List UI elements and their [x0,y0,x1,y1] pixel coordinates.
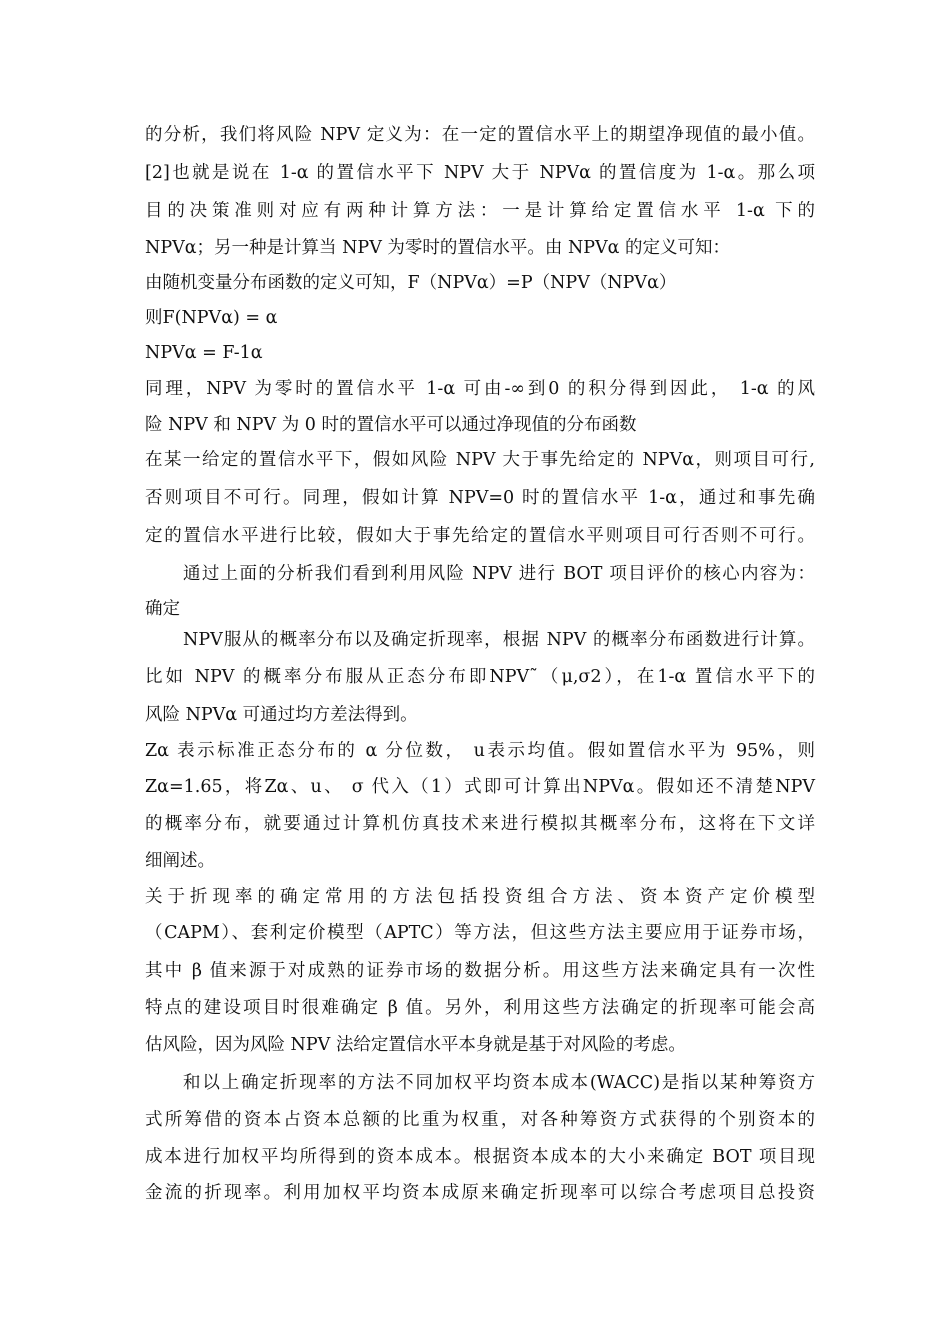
text-line: 成本进行加权平均所得到的资本成本。根据资本成本的大小来确定 BOT 项目现 [145,1147,815,1167]
text-line: 风险 NPVα 可通过均方差法得到。 [145,705,418,725]
text-line: 则F(NPVα) = α [145,308,278,328]
text-line: 比如 NPV 的概率分布服从正态分布即NPV˜（μ,σ2），在1-α 置信水平下的 [145,667,815,687]
text-line: 定的置信水平进行比较，假如大于事先给定的置信水平则项目可行否则不可行。 [145,526,815,546]
text-line: 否则项目不可行。同理，假如计算 NPV=0 时的置信水平 1-α，通过和事先确 [145,488,815,508]
text-line: 金流的折现率。利用加权平均资本成原来确定折现率可以综合考虑项目总投资 [145,1183,815,1203]
text-line: 式所筹借的资本占资本总额的比重为权重，对各种筹资方式获得的个别资本的 [145,1110,815,1130]
text-line: NPVα = F-1α [145,343,263,363]
text-line: 估风险，因为风险 NPV 法给定置信水平本身就是基于对风险的考虑。 [145,1035,686,1055]
text-line: 的概率分布，就要通过计算机仿真技术来进行模拟其概率分布，这将在下文详 [145,814,815,834]
text-line: 通过上面的分析我们看到利用风险 NPV 进行 BOT 项目评价的核心内容为： [183,564,815,584]
text-line: NPV服从的概率分布以及确定折现率，根据 NPV 的概率分布函数进行计算。 [183,630,815,650]
text-line: 细阐述。 [145,851,215,871]
text-line: 确定 [145,599,180,619]
text-line: Zα=1.65，将Zα、u、 σ 代入（1）式即可计算出NPVα。假如还不清楚NPV [145,777,815,797]
text-line: 的分析，我们将风险 NPV 定义为：在一定的置信水平上的期望净现值的最小值。 [145,125,815,145]
text-line: 其中 β 值来源于对成熟的证券市场的数据分析。用这些方法来确定具有一次性 [145,961,815,981]
text-line: 目的决策准则对应有两种计算方法：一是计算给定置信水平 1-α 下的 [145,201,815,221]
text-line: [2]也就是说在 1-α 的置信水平下 NPV 大于 NPVα 的置信度为 1-α。那么项 [145,163,815,183]
text-line: 险 NPV 和 NPV 为 0 时的置信水平可以通过净现值的分布函数 [145,415,637,435]
text-line: （CAPM）、套利定价模型（APTC）等方法，但这些方法主要应用于证券市场， [145,923,815,943]
text-line: NPVα；另一种是计算当 NPV 为零时的置信水平。由 NPVα 的定义可知： [145,238,731,258]
text-line: 同理，NPV 为零时的置信水平 1-α 可由-∞到0 的积分得到因此， 1-α 的风 [145,379,815,399]
text-line: 由随机变量分布函数的定义可知，F（NPVα）=P（NPV（NPVα） [145,273,677,293]
text-line: 和以上确定折现率的方法不同加权平均资本成本(WACC)是指以某种筹资方 [183,1073,815,1093]
text-line: 特点的建设项目时很难确定 β 值。另外，利用这些方法确定的折现率可能会高 [145,998,815,1018]
text-line: 在某一给定的置信水平下，假如风险 NPV 大于事先给定的 NPVα，则项目可行, [145,450,815,470]
text-line: Zα 表示标准正态分布的 α 分位数， u表示均值。假如置信水平为 95%，则 [145,741,815,761]
text-line: 关于折现率的确定常用的方法包括投资组合方法、资本资产定价模型 [145,887,815,907]
